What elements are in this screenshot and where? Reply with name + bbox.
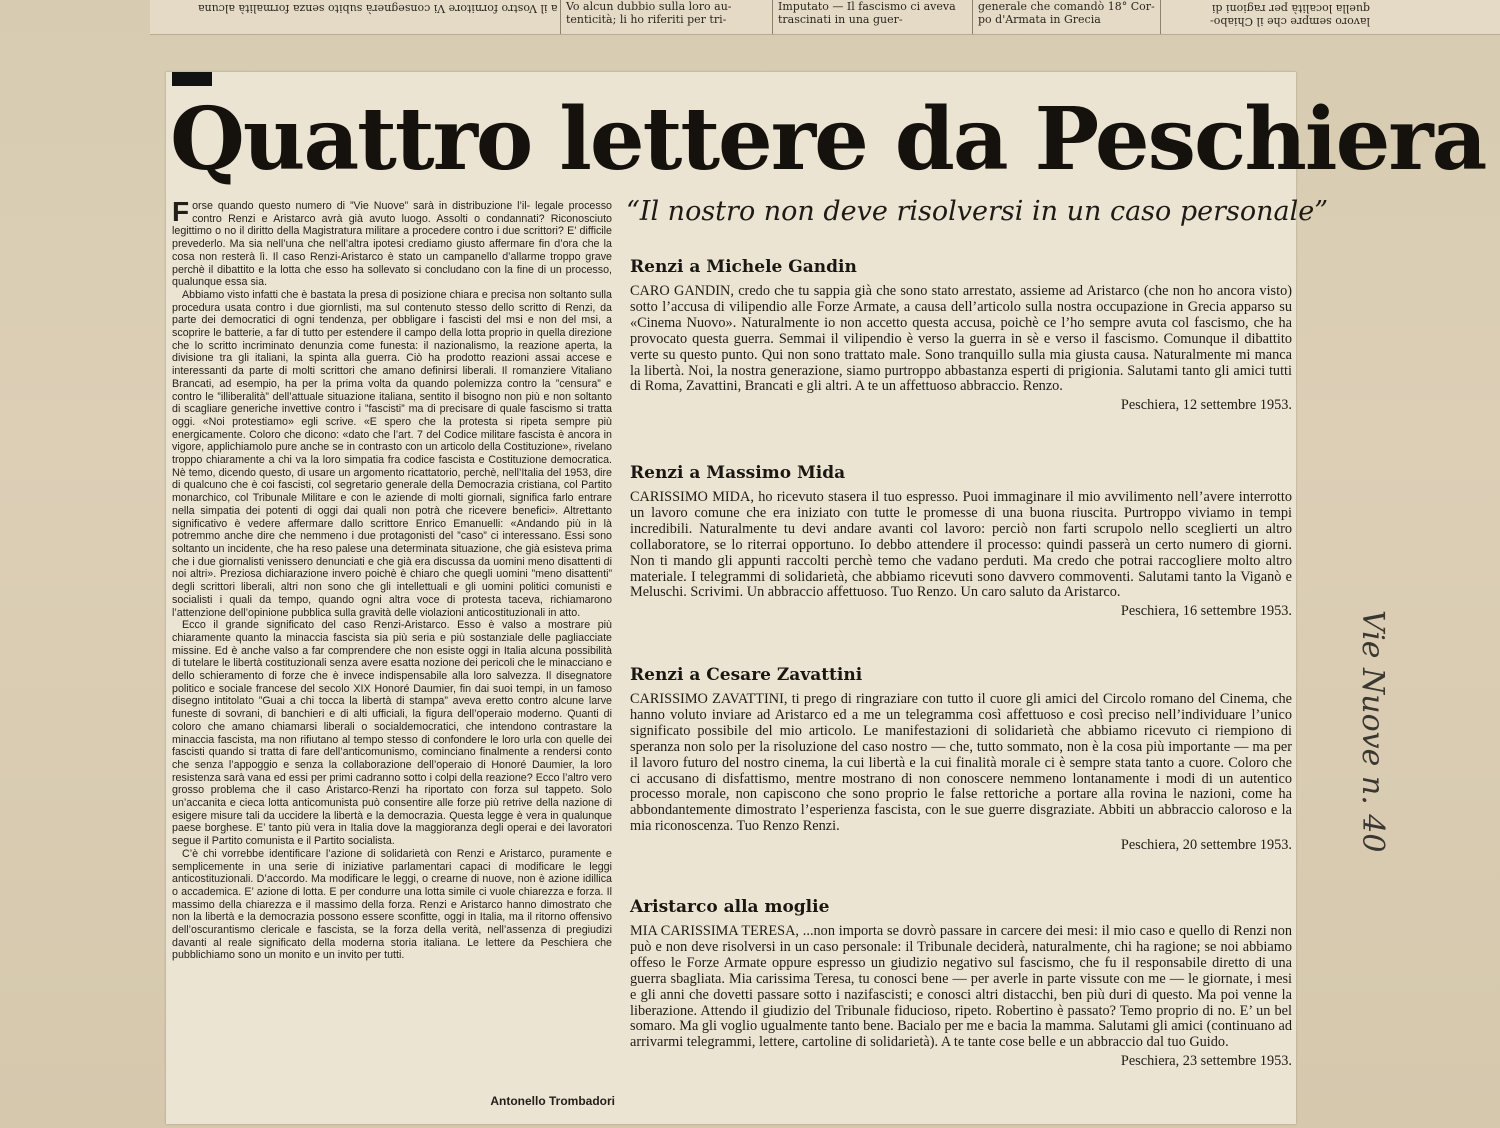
editorial-article — [172, 196, 612, 962]
letter-moglie — [630, 896, 1292, 1070]
article-paragraph: Ecco il grande significato del caso Renzi-Aristarco. Esso è valso a mostrare più chiaramente quanto la minaccia fascista sia più seria e più sostanziale delle pagliacciate missine. Ed è anche valso a far comprendere che non esiste oggi in Italia alcuna possibilità di tutelare le libertà costituzionali senza avere esatta nozione dei pericoli che le minacciano e dello schieramento di forze che è invece indispensabile alla loro salvezza. Il disegnatore politico e sociale francese del secolo XIX Honoré Daumier, fin dai suoi tempi, in un famoso disegno intitolato ”Guai a chi tocca la libertà di stampa” aveva eretto contro alcune larve funeste di sovrani, di banchieri e di alti ufficiali, la figura dell’operaio moderno. Quanti di coloro che amano chiamarsi liberali o socialdemocratici, che intendono contrastare la minaccia fascista, ma non rifiutano al tempo stesso di confondere le loro urla con quelle dei fascisti quando si tratta di fare dell’anticomunismo, cominciano finalmente a rendersi conto che senza l’appoggio e senza la collaborazione dell’operaio di Honoré Daumier, la loro resistenza sarà vana ed essi per primi cadranno sotto i colpi della reazione? Ecco l’altro vero grosso problema che il caso Aristarco-Renzi ha riportato con forza sul tappeto. Solo un’accanita e cieca lotta anticomunista può consentire alle forze più retrive della nazione di esigere misure tali da uccidere la libertà e la democrazia. Questa legge è vera in qualunque paese borghese. E’ tanto più vera in Italia dove la maggioranza degli operai e dei lavoratori segue il Partito comunista e il Partito socialista. — [172, 619, 612, 848]
letter-mida — [630, 462, 1292, 620]
column-rule — [772, 0, 773, 34]
letter-body: CARO GANDIN, credo che tu sappia già che sono stato arrestato, assieme ad Aristarco (che non ho ancora visto) sotto l’accusa di vilipendio alle Forze Armate, a causa dell’articolo sulla nostra occupazione in Grecia apparso su «Cinema Nuovo». Naturalmente io non accetto questa accusa, poichè ce l’ho sempre avuta col fascismo, che ha provocato questa guerra. Semmai il vilipendio è verso la guerra in sè e verso il fascismo. Comunque il dibattito verte su questo punto. Qui non sono trattato male. Sono tranquillo sulla mia giusta causa. Naturalmente mi manca la libertà. Noi, la nostra generazione, siamo purtroppo abbastanza esperti di prigionia. Salutami tanto gli amici tutti di Roma, Zavattini, Brancati e gli altri. A te un affettuoso abbraccio. Renzo. — [630, 283, 1292, 395]
fragment-text: generale che comandò 18° Cor- po d'Armata in Grecia — [978, 0, 1155, 26]
clipping-fragment-top — [150, 0, 1500, 35]
article-byline: Antonello Trombadori — [490, 1094, 615, 1108]
letter-heading: Renzi a Michele Gandin — [630, 257, 857, 277]
letter-heading: Renzi a Cesare Zavattini — [630, 665, 863, 685]
fragment-text: lavoro sempre che il Chiabo- quella località per ragioni di — [1210, 2, 1370, 28]
fragment-text: Vo alcun dubbio sulla loro au- tenticità; li ho riferiti per tri- — [566, 0, 732, 26]
letter-signature: Peschiera, 20 settembre 1953. — [1120, 837, 1292, 854]
letter-body: MIA CARISSIMA TERESA, ...non importa se dovrò passare in carcere dei mesi: il mio caso e quello di Renzi non può e non deve risolversi in un caso personale: il Tribunale deciderà, naturalmente, chi ha ragione; se noi abbiamo offeso le Forze Armate oppure espresso un giudizio negativo sul fascismo, che fu il responsabile diretto di una guerra sbagliata. Mia carissima Teresa, tu conosci bene — per averle in parte vissute con me — le giornate, i mesi e gli anni che dovetti passare sotto i nazifascisti; e conosci altri distacchi, ben più duri di questo. Ma poi venne la liberazione. Attendo il giudizio del Tribunale fiducioso, ripeto. Robertino è passato? Temo proprio di no. E’ un bel somaro. Ma gli voglio ugualmente tanto bene. Bacialo per me e bacia la mamma. Salutami gli amici (continuano ad arrivarmi telegrammi, lettere, cartoline di solidarietà). A te tante cose belle e un abbraccio dal tuo Guido. — [630, 923, 1292, 1051]
clipping-corner-mark — [172, 72, 212, 86]
column-rule — [560, 0, 561, 34]
letter-heading: Aristarco alla moglie — [630, 897, 830, 917]
column-rule — [1160, 0, 1161, 34]
letter-body: CARISSIMO ZAVATTINI, ti prego di ringraziare con tutto il cuore gli amici del Circolo romano del Cinema, che hanno voluto inviare ad Aristarco ed a me un telegramma così affettuoso e così preciso nell’individuare l’unico significato possibile del mio articolo. Le manifestazioni di solidarietà che abbiamo ricevuto ci riempiono di speranza non solo per la risoluzione del caso nostro — che, tutto sommato, non è la cosa più importante — ma per il lavoro futuro del nostro cinema, la cui libertà e la cui finalità morale ci è sempre stata tanto a cuore. Coloro che ci accusano di disfattismo, mentre mostrano di non conoscere nemmeno lontanamente i modi di un autentico processo morale, non capiscono che sono proprio le false rettoriche a portare alla rovina le nazioni, come ha abbondantemente dimostrato l’esperienza fascista, con le sue guerre disgraziate. Abbiti un abbraccio caloroso e la mia riconoscenza. Tuo Renzo Renzi. — [630, 691, 1292, 835]
letter-gandin — [630, 256, 1292, 414]
letter-signature: Peschiera, 16 settembre 1953. — [1120, 603, 1292, 620]
column-rule — [972, 0, 973, 34]
fragment-text: a il Vostro fornitore Vi consegnerà subito senza formalità alcuna — [198, 2, 558, 15]
letter-signature: Peschiera, 23 settembre 1953. — [1120, 1053, 1292, 1070]
handwritten-annotation: Vie Nuove n. 40 — [1355, 610, 1390, 853]
letter-zavattini — [630, 664, 1292, 854]
headline: Quattro lettere da Peschiera — [170, 89, 1486, 190]
letter-heading: Renzi a Massimo Mida — [630, 463, 846, 483]
letter-signature: Peschiera, 12 settembre 1953. — [1120, 397, 1292, 414]
article-paragraph: Forse quando questo numero di ”Vie Nuove” sarà in distribuzione l’il- legale processo contro Renzi e Aristarco avrà già avuto luogo. Assolti o condannati? Riconosciuto legittimo o no il diritto della Magistratura militare a procedere contro i due scrittori? E’ difficile prevederlo. Ma sia nell’una che nell’altra ipotesi crediamo giusto affermare fin d’ora che la cosa non resterà lì. Il caso Renzi-Aristarco è stato un campanello d’allarme troppo grave perchè il dibattito e la lotta che esso ha sollevato si concludano con la fine di un processo, qualunque essa sia. — [172, 196, 612, 289]
article-paragraph: C’è chi vorrebbe identificare l’azione di solidarietà con Renzi e Aristarco, puramente e semplicemente in una serie di iniziative parlamentari capaci di modificare le leggi anticostituzionali. D’accordo. Ma modificare le leggi, o crearne di nuove, non è azione idillica o accademica. E’ azione di lotta. E per condurre una lotta simile ci vuole chiarezza e forza. Il massimo della chiarezza e il massimo della forza. Renzi e Aristarco hanno dimostrato che non la libertà e la democrazia possono essere sconfitte, oggi in Italia, ma il ritorno offensivo dell’oscurantismo clericale e fascista, se la forza della verità, nell’assenza di pregiudizi davanti al reale significato della moderna storia italiana. Le lettere da Peschiera che pubblichiamo sono un monito e un invito per tutti. — [172, 847, 612, 962]
fragment-text: Imputato — Il fascismo ci aveva trascinati in una guer- — [778, 0, 956, 26]
letter-body: CARISSIMO MIDA, ho ricevuto stasera il tuo espresso. Puoi immaginare il mio avvilimento nell’avere interrotto un lavoro comune che era iniziato con tutte le promesse di una buona riuscita. Purtroppo viviamo in tempi incredibili. Naturalmente tu devi andare avanti col lavoro: perciò non farti scrupolo nello sceglierti un altro collaboratore, se lo riterrai opportuno. Io debbo attendere il processo: quindi passerà un certo numero di giorni. Non ti mando gli appunti raccolti perchè temo che vadano perduti. Ma credo che potrai raccogliere molto altro materiale. I telegrammi di solidarietà, che abbiamo ricevuti sono davvero commoventi. Salutami tanto la Viganò e Meluschi. Scrivimi. Un abbraccio affettuoso. Tuo Renzo. Un caro saluto da Aristarco. — [630, 489, 1292, 601]
article-paragraph: Abbiamo visto infatti che è bastata la presa di posizione chiara e precisa non soltanto sulla procedura usata contro i due giornlisti, ma sul contenuto stesso dello scritto di Renzi, da parte dei democratici di ogni tendenza, per obbligare i fascisti del msi e non del msi, a scoprire le batterie, a far di tutto per estendere il campo della lotta proprio in quella direzione che lo scritto incriminato denunzia come funesta: il nazionalismo, la reazione aperta, la divisione tra gli italiani, la spinta alla guerra. Ciò ha prodotto reazioni assai accese e interessanti da parte di molti scrittori che amano definirsi liberali. Il romanziere Vitaliano Brancati, ad esempio, ha per la prima volta da quando polemizza contro la ”censura” e contro le ”illiberalità” dell’attuale situazione italiana, sentito il bisogno non più e non soltanto di scagliare generiche invettive contro i ”fascisti” ma di precisare di quale fascismo si tratta oggi. «Noi protestiamo» egli scrive. «E spero che la protesta si ripeta sempre più energicamente. Coloro che dicono: «dato che l’art. 7 del Codice militare fascista è ancora in vigore, applichiamolo pure anche se in contrasto con un articolo della Costituzione», rivelano troppo chiaramente a chi va la loro simpatia fra codice fascista e Costituzione democratica. Nè temo, dicendo questo, di usare un argomento ricattatorio, perchè, nell’Italia del 1953, dire di qualcuno che è coi fascisti, col segretario generale della Democrazia cristiana, col Partito monarchico, col Tribunale Militare e con le aziende di molti giornali, significa farlo entrare nella simpatia dei potenti di oggi dai quali non potrà che ricevere benefici». Altrettanto significativo è vedere affermare dallo scrittore Enrico Emanuelli: «Andando più in là potremmo anche dire che nemmeno i due protagonisti del ”caso” ci interessano. Essi sono soltanto un incidente, che ha reso palese una determinata situazione, che già esisteva prima che i due giornalisti venissero denunciati e che già era discussa da uomini meno disattenti di noi altri». Preziosa dichiarazione invero poichè è chiaro che quegli uomini ”meno disattenti” degli scrittori liberali, altri non sono che gli intellettuali e gli uomini politici comunisti e socialisti i quali da tempo, quando ogni altra voce di protesta taceva, richiamarono l’attenzione dell’opinione pubblica sulla gravità delle violazioni anticostituzionali in atto. — [172, 288, 612, 619]
subheadline: “Il nostro non deve risolversi in un caso personale” — [626, 196, 1329, 227]
